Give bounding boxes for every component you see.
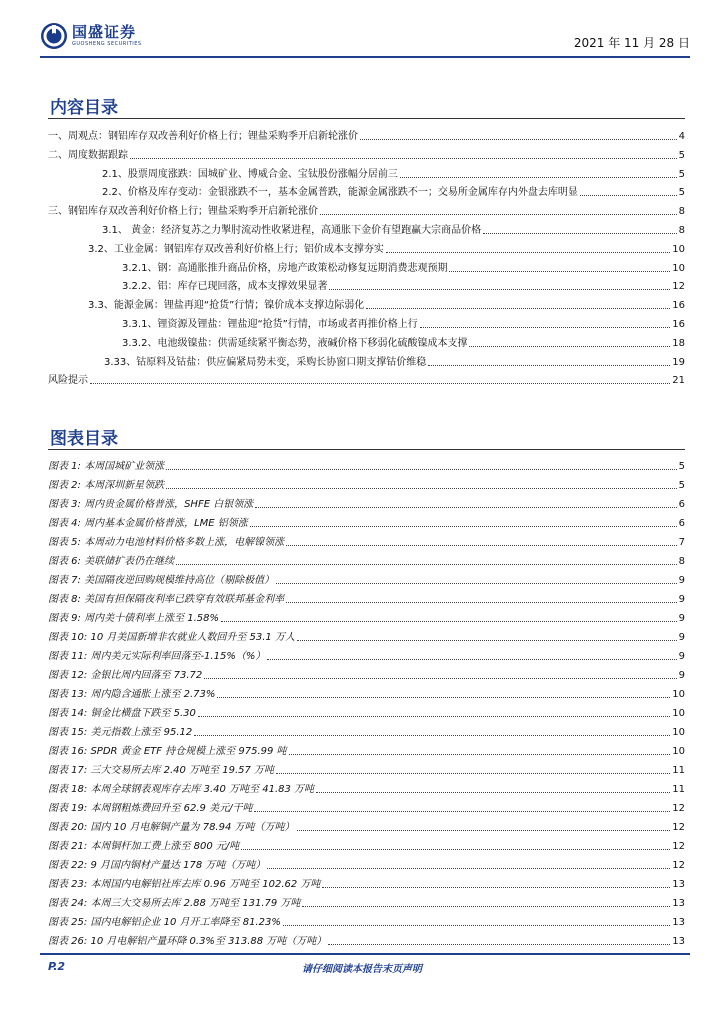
toc-entry[interactable] [88,296,685,311]
toc-leader-dots [366,308,670,309]
toc-title-underline [48,118,685,119]
figure-entry-page: 12 [672,841,685,852]
figure-entry-text: 图表 6: 美联储扩表仍在继续 [48,556,175,567]
toc-entry-text: 风险提示 [48,375,88,387]
figure-leader-dots [276,583,677,584]
toc-entry-page: 4 [678,131,685,142]
figure-leader-dots [289,754,671,755]
logo-emblem-icon [40,22,68,50]
figure-entry-page: 11 [672,784,685,795]
logo-name-en: GUOSHENG SECURITIES [72,41,142,47]
toc-entry[interactable] [122,315,685,330]
toc-entry[interactable] [88,240,685,255]
figure-entry[interactable] [48,913,685,928]
report-date: 2021 年 11 月 28 日 [573,36,690,50]
figure-entry-page: 12 [672,803,685,814]
figure-entry[interactable] [48,685,685,700]
figure-entry[interactable] [48,875,685,890]
figure-entry-text: 图表 3: 周内贵金属价格普涨，SHFE 白银领涨 [48,499,254,510]
toc-entry[interactable] [48,202,685,217]
toc-entry[interactable] [102,183,685,198]
figure-entry-text: 图表 10: 10 月美国新增非农就业人数回升至 53.1 万人 [48,632,295,643]
figure-entry-page: 9 [678,575,685,586]
figure-entry-text: 图表 13: 周内隐含通胀上涨至 2.73% [48,689,216,700]
figure-entry-text: 图表 18: 本周全球钢表观库存去库 3.40 万吨至 41.83 万吨 [48,784,315,795]
toc-entry[interactable] [104,353,685,368]
figure-entry[interactable] [48,761,685,776]
figure-entry[interactable] [48,932,685,947]
toc-entry-page: 5 [678,187,685,199]
figure-entry[interactable] [48,780,685,795]
figure-leader-dots [276,773,670,774]
figure-entry-page: 10 [672,689,685,700]
figure-entry[interactable] [48,837,685,852]
toc-leader-dots [469,346,670,347]
figure-entry-page: 6 [678,518,685,529]
toc-entry-text: 3.3.2、电池级镍盐：供需延续紧平衡态势，液碱价格下移弱化硫酸镍成本支撑 [122,337,468,349]
figure-entry-page: 10 [672,708,685,719]
logo-name-cn: 国盛证券 [72,23,137,41]
toc-entry[interactable] [48,146,685,161]
figure-entry-text: 图表 4: 周内基本金属价格普涨，LME 铝领涨 [48,518,248,529]
toc-leader-dots [320,214,677,215]
figures-title-underline [48,449,685,450]
figure-leader-dots [255,507,676,508]
toc-entry-text: 3.2、工业金属：钢铝库存双改善利好价格上行；铝价成本支撑夯实 [88,243,384,255]
figure-leader-dots [176,564,677,565]
figure-entry-text: 图表 16: SPDR 黄金 ETF 持仓规模上涨至 975.99 吨 [48,746,287,757]
footer-divider [40,953,690,955]
figure-entry[interactable] [48,818,685,833]
figure-entry[interactable] [48,894,685,909]
figure-leader-dots [267,868,670,869]
figure-leader-dots [328,944,670,945]
figure-entry-text: 图表 22: 9 月国内铜材产量达 178 万吨（万吨） [48,860,266,871]
toc-leader-dots [130,158,677,159]
figure-entry-page: 5 [678,480,685,491]
figure-entry-text: 图表 14: 铜金比横盘下跌至 5.30 [48,708,196,719]
figure-leader-dots [316,792,670,793]
figure-leader-dots [241,849,670,850]
figure-entry[interactable] [48,457,685,472]
toc-entry-text: 3.1、 黄金：经济复苏之力掣肘流动性收紧进程，高通胀下金价有望跑赢大宗商品价格 [102,225,482,236]
figure-entry-page: 8 [678,556,685,567]
toc-leader-dots [400,177,677,178]
figure-entry-text: 图表 12: 金银比周内回落至 73.72 [48,670,203,681]
toc-entry[interactable] [102,165,685,180]
toc-entry-page: 5 [678,149,685,161]
figure-entry[interactable] [48,742,685,757]
figures-title: 图表目录 [50,429,118,449]
figure-entry-text: 图表 8: 美国有担保隔夜利率已跌穿有效联邦基金利率 [48,594,285,605]
figure-entry-page: 5 [678,461,685,472]
figure-leader-dots [297,640,677,641]
figure-leader-dots [283,925,670,926]
figure-entry-page: 9 [678,651,685,662]
figure-entry-page: 13 [672,917,685,928]
figure-entry[interactable] [48,628,685,643]
figure-entry-page: 12 [672,860,685,871]
figure-entry[interactable] [48,666,685,681]
figure-leader-dots [254,811,670,812]
figure-entry[interactable] [48,495,685,510]
figure-leader-dots [194,735,670,736]
toc-leader-dots [360,139,677,140]
figure-leader-dots [204,678,676,679]
toc-entry[interactable] [122,277,685,292]
toc-entry[interactable] [48,371,685,386]
toc-entry-text: 3.2.2、铝：库存已现回落，成本支撑效果显著 [122,281,328,293]
figure-entry[interactable] [48,799,685,814]
figure-leader-dots [221,621,677,622]
toc-entry-page: 8 [678,206,685,218]
figure-entry-text: 图表 19: 本周钢粗炼费回升至 62.9 美元/干吨 [48,803,253,814]
figure-entry[interactable] [48,533,685,548]
disclaimer-note: 请仔细阅读本报告末页声明 [302,964,422,975]
toc-entry-text: 2.2、价格及库存变动：金银涨跌不一，基本金属普跌，能源金属涨跌不一；交易所金属库存内外盘去库明显 [102,187,578,199]
figure-entry-text: 图表 15: 美元指数上涨至 95.12 [48,727,193,738]
toc-entry[interactable] [122,334,685,349]
figure-entry-page: 6 [678,499,685,510]
toc-entry-text: 三、钢铝库存双改善利好价格上行；锂盐采购季开启新轮涨价 [48,206,318,218]
figure-entry-text: 图表 1: 本周国城矿业领涨 [48,461,165,472]
toc-leader-dots [329,289,670,290]
figure-leader-dots [217,697,670,698]
toc-entry-text: 3.3.1、锂资源及锂盐：锂盐迎“抢货”行情，市场或者再推价格上行 [122,319,418,330]
toc-entry-page: 21 [672,375,685,387]
toc-entry-text: 2.1、股票周度涨跌：国城矿业、博威合金、宝钛股份涨幅分居前三 [102,168,398,180]
figure-entry-text: 图表 26: 10 月电解铝产量环降 0.3%至 313.88 万吨（万吨） [48,936,327,947]
page-header [40,22,690,56]
figure-entry-text: 图表 24: 本周三大交易所去库 2.88 万吨至 131.79 万吨 [48,898,301,909]
figure-entry[interactable] [48,609,685,624]
figure-entry-text: 图表 21: 本周铜杆加工费上涨至 800 元/吨 [48,841,240,852]
toc-leader-dots [386,252,670,253]
figure-entry-page: 10 [672,727,685,738]
toc-entry-page: 8 [678,225,685,236]
figure-entry[interactable] [48,704,685,719]
figure-entry-text: 图表 11: 周内美元实际利率回落至-1.15%（%） [48,651,266,662]
figure-leader-dots [322,887,670,888]
figure-entry[interactable] [48,647,685,662]
figure-entry-page: 7 [678,537,685,548]
toc-leader-dots [420,327,670,328]
toc-entry-page: 10 [672,262,685,274]
figure-leader-dots [198,716,670,717]
toc-title: 内容目录 [50,98,118,118]
toc-entry[interactable] [48,127,685,142]
toc-entry[interactable] [102,221,685,236]
figure-entry-page: 9 [678,613,685,624]
toc-leader-dots [483,233,677,234]
page-number: P.2 [48,960,66,973]
figure-entry-text: 图表 17: 三大交易所去库 2.40 万吨至 19.57 万吨 [48,765,275,776]
figure-entry[interactable] [48,476,685,491]
figure-entry-text: 图表 25: 国内电解铝企业 10 月开工率降至 81.23% [48,917,281,928]
figure-entry-text: 图表 2: 本周深圳新星领跌 [48,480,165,491]
figure-entry-page: 10 [672,746,685,757]
figure-entry-page: 11 [672,765,685,776]
figure-leader-dots [302,906,670,907]
toc-leader-dots [580,195,677,196]
figure-entry-page: 13 [672,936,685,947]
toc-entry-text: 3.2.1、钢：高通胀推升商品价格，房地产政策松动修复远期消费悲观预期 [122,262,448,274]
figure-entry-page: 12 [672,822,685,833]
figure-leader-dots [267,659,676,660]
toc-entry-text: 一、周观点：钢铝库存双改善利好价格上行；锂盐采购季开启新轮涨价 [48,131,358,142]
figure-entry-page: 9 [678,594,685,605]
figure-entry-text: 图表 9: 周内美十债利率上涨至 1.58% [48,613,220,624]
figure-entry-page: 9 [678,670,685,681]
figure-leader-dots [297,830,671,831]
figure-entry-page: 9 [678,632,685,643]
toc-entry-page: 10 [672,243,685,255]
toc-leader-dots [428,365,670,366]
figure-leader-dots [250,526,677,527]
figure-entry-page: 13 [672,879,685,890]
toc-leader-dots [449,271,670,272]
toc-entry-page: 12 [672,281,685,293]
figure-entry[interactable] [48,590,685,605]
figure-leader-dots [286,602,677,603]
toc-entry[interactable] [122,259,685,274]
header-divider [40,56,690,58]
figure-entry[interactable] [48,723,685,738]
company-logo [40,22,142,50]
figure-entry[interactable] [48,552,685,567]
toc-entry-page: 19 [672,356,685,368]
figure-entry-text: 图表 5: 本周动力电池材料价格多数上涨，电解镍领涨 [48,537,285,548]
figure-entry-text: 图表 23: 本周国内电解铝社库去库 0.96 万吨至 102.62 万吨 [48,879,321,890]
toc-entry-text: 3.3、能源金属：锂盐再迎“抢货”行情；镍价成本支撑边际弱化 [88,300,365,312]
figure-leader-dots [166,488,677,489]
toc-entry-text: 二、周度数据跟踪 [48,149,128,161]
figure-leader-dots [166,469,677,470]
figure-entry-text: 图表 7: 美国隔夜逆回购规模维持高位（剔除极值） [48,575,275,586]
figure-entry[interactable] [48,571,685,586]
toc-entry-page: 16 [672,319,685,330]
figure-entry[interactable] [48,856,685,871]
toc-leader-dots [90,383,670,384]
figure-entry[interactable] [48,514,685,529]
toc-entry-page: 16 [672,300,685,312]
toc-entry-page: 5 [678,168,685,180]
figure-leader-dots [286,545,677,546]
toc-entry-text: 3.33、钴原料及钴盐：供应偏紧局势未变，采购长协窗口期支撑钴价维稳 [104,356,427,368]
figure-entry-text: 图表 20: 国内 10 月电解铜产量为 78.94 万吨（万吨） [48,822,295,833]
toc-entry-page: 18 [672,337,685,349]
figure-entry-page: 13 [672,898,685,909]
